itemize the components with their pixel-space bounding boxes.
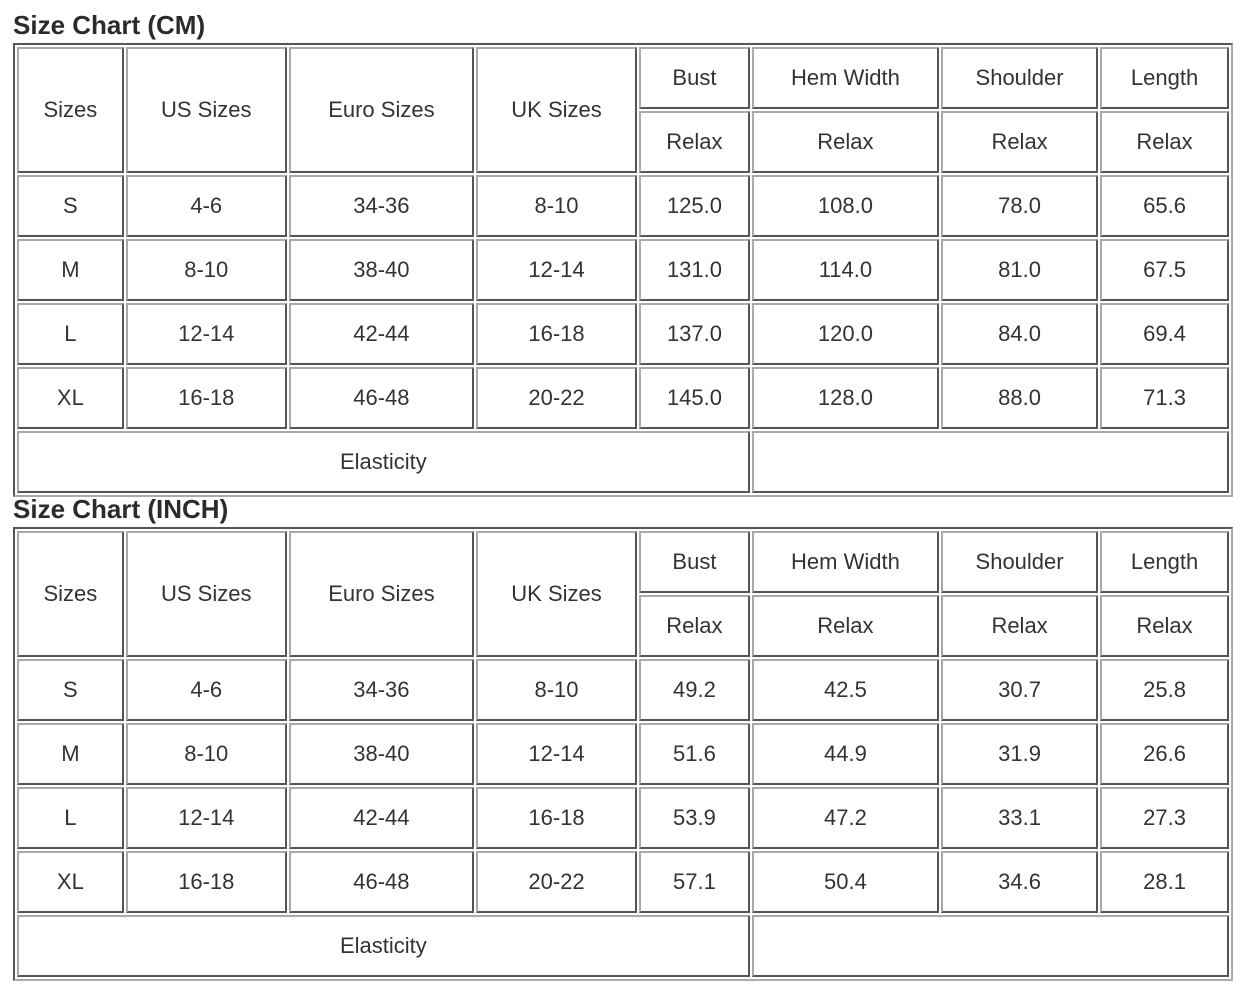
cell-length: 28.1 bbox=[1100, 851, 1229, 913]
fit-hem-width: Relax bbox=[752, 111, 939, 173]
cell-hem-width: 128.0 bbox=[752, 367, 939, 429]
header-length: Length bbox=[1100, 47, 1229, 109]
table-row bbox=[17, 787, 1229, 849]
cell-size: L bbox=[17, 303, 124, 365]
cell-us: 8-10 bbox=[126, 723, 287, 785]
cell-shoulder: 34.6 bbox=[941, 851, 1098, 913]
cell-shoulder: 30.7 bbox=[941, 659, 1098, 721]
cell-bust: 53.9 bbox=[639, 787, 750, 849]
fit-shoulder: Relax bbox=[941, 595, 1098, 657]
cell-uk: 12-14 bbox=[476, 723, 637, 785]
elasticity-value bbox=[752, 915, 1229, 977]
cell-uk: 16-18 bbox=[476, 303, 637, 365]
cell-bust: 131.0 bbox=[639, 239, 750, 301]
header-euro-sizes: Euro Sizes bbox=[289, 531, 474, 657]
header-row bbox=[17, 47, 1229, 109]
cell-size: S bbox=[17, 175, 124, 237]
table-row bbox=[17, 723, 1229, 785]
cell-us: 16-18 bbox=[126, 367, 287, 429]
fit-hem-width: Relax bbox=[752, 595, 939, 657]
table-row bbox=[17, 303, 1229, 365]
cell-uk: 8-10 bbox=[476, 659, 637, 721]
cell-uk: 8-10 bbox=[476, 175, 637, 237]
cell-euro: 46-48 bbox=[289, 851, 474, 913]
size-chart-inch-title: Size Chart (INCH) bbox=[13, 494, 229, 524]
header-sizes: Sizes bbox=[17, 47, 124, 173]
cell-bust: 145.0 bbox=[639, 367, 750, 429]
cell-length: 26.6 bbox=[1100, 723, 1229, 785]
fit-bust: Relax bbox=[639, 111, 750, 173]
header-hem-width: Hem Width bbox=[752, 531, 939, 593]
cell-uk: 20-22 bbox=[476, 367, 637, 429]
cell-euro: 42-44 bbox=[289, 303, 474, 365]
header-sizes: Sizes bbox=[17, 531, 124, 657]
cell-length: 27.3 bbox=[1100, 787, 1229, 849]
cell-length: 25.8 bbox=[1100, 659, 1229, 721]
header-us-sizes: US Sizes bbox=[126, 47, 287, 173]
cell-hem-width: 42.5 bbox=[752, 659, 939, 721]
header-us-sizes: US Sizes bbox=[126, 531, 287, 657]
header-row bbox=[17, 531, 1229, 593]
header-shoulder: Shoulder bbox=[941, 47, 1098, 109]
elasticity-value bbox=[752, 431, 1229, 493]
cell-size: M bbox=[17, 723, 124, 785]
cell-us: 12-14 bbox=[126, 787, 287, 849]
cell-bust: 51.6 bbox=[639, 723, 750, 785]
cell-hem-width: 44.9 bbox=[752, 723, 939, 785]
cell-shoulder: 31.9 bbox=[941, 723, 1098, 785]
cell-length: 69.4 bbox=[1100, 303, 1229, 365]
cell-uk: 20-22 bbox=[476, 851, 637, 913]
cell-shoulder: 33.1 bbox=[941, 787, 1098, 849]
fit-bust: Relax bbox=[639, 595, 750, 657]
table-row bbox=[17, 367, 1229, 429]
cell-hem-width: 108.0 bbox=[752, 175, 939, 237]
cell-bust: 57.1 bbox=[639, 851, 750, 913]
size-chart-inch-table bbox=[13, 527, 1233, 981]
cell-euro: 46-48 bbox=[289, 367, 474, 429]
size-chart-cm-table bbox=[13, 43, 1233, 497]
fit-length: Relax bbox=[1100, 595, 1229, 657]
cell-us: 16-18 bbox=[126, 851, 287, 913]
cell-size: L bbox=[17, 787, 124, 849]
header-uk-sizes: UK Sizes bbox=[476, 531, 637, 657]
table-row bbox=[17, 239, 1229, 301]
cell-uk: 12-14 bbox=[476, 239, 637, 301]
fit-length: Relax bbox=[1100, 111, 1229, 173]
cell-us: 4-6 bbox=[126, 659, 287, 721]
table-row bbox=[17, 851, 1229, 913]
cell-bust: 49.2 bbox=[639, 659, 750, 721]
size-chart-cm-title: Size Chart (CM) bbox=[13, 10, 206, 40]
cell-euro: 34-36 bbox=[289, 659, 474, 721]
cell-uk: 16-18 bbox=[476, 787, 637, 849]
elasticity-row bbox=[17, 431, 1229, 493]
cell-size: S bbox=[17, 659, 124, 721]
cell-bust: 137.0 bbox=[639, 303, 750, 365]
cell-euro: 34-36 bbox=[289, 175, 474, 237]
cell-hem-width: 114.0 bbox=[752, 239, 939, 301]
header-bust: Bust bbox=[639, 47, 750, 109]
header-uk-sizes: UK Sizes bbox=[476, 47, 637, 173]
cell-size: M bbox=[17, 239, 124, 301]
header-hem-width: Hem Width bbox=[752, 47, 939, 109]
header-shoulder: Shoulder bbox=[941, 531, 1098, 593]
cell-euro: 42-44 bbox=[289, 787, 474, 849]
header-bust: Bust bbox=[639, 531, 750, 593]
table-row bbox=[17, 659, 1229, 721]
cell-length: 71.3 bbox=[1100, 367, 1229, 429]
cell-euro: 38-40 bbox=[289, 723, 474, 785]
table-row bbox=[17, 175, 1229, 237]
cell-size: XL bbox=[17, 367, 124, 429]
cell-size: XL bbox=[17, 851, 124, 913]
header-euro-sizes: Euro Sizes bbox=[289, 47, 474, 173]
cell-hem-width: 47.2 bbox=[752, 787, 939, 849]
cell-length: 65.6 bbox=[1100, 175, 1229, 237]
cell-bust: 125.0 bbox=[639, 175, 750, 237]
cell-hem-width: 120.0 bbox=[752, 303, 939, 365]
cell-us: 4-6 bbox=[126, 175, 287, 237]
cell-shoulder: 78.0 bbox=[941, 175, 1098, 237]
cell-shoulder: 84.0 bbox=[941, 303, 1098, 365]
elasticity-label: Elasticity bbox=[17, 431, 750, 493]
cell-us: 8-10 bbox=[126, 239, 287, 301]
cell-hem-width: 50.4 bbox=[752, 851, 939, 913]
cell-euro: 38-40 bbox=[289, 239, 474, 301]
elasticity-row bbox=[17, 915, 1229, 977]
header-length: Length bbox=[1100, 531, 1229, 593]
cell-us: 12-14 bbox=[126, 303, 287, 365]
cell-shoulder: 88.0 bbox=[941, 367, 1098, 429]
fit-shoulder: Relax bbox=[941, 111, 1098, 173]
cell-shoulder: 81.0 bbox=[941, 239, 1098, 301]
cell-length: 67.5 bbox=[1100, 239, 1229, 301]
elasticity-label: Elasticity bbox=[17, 915, 750, 977]
